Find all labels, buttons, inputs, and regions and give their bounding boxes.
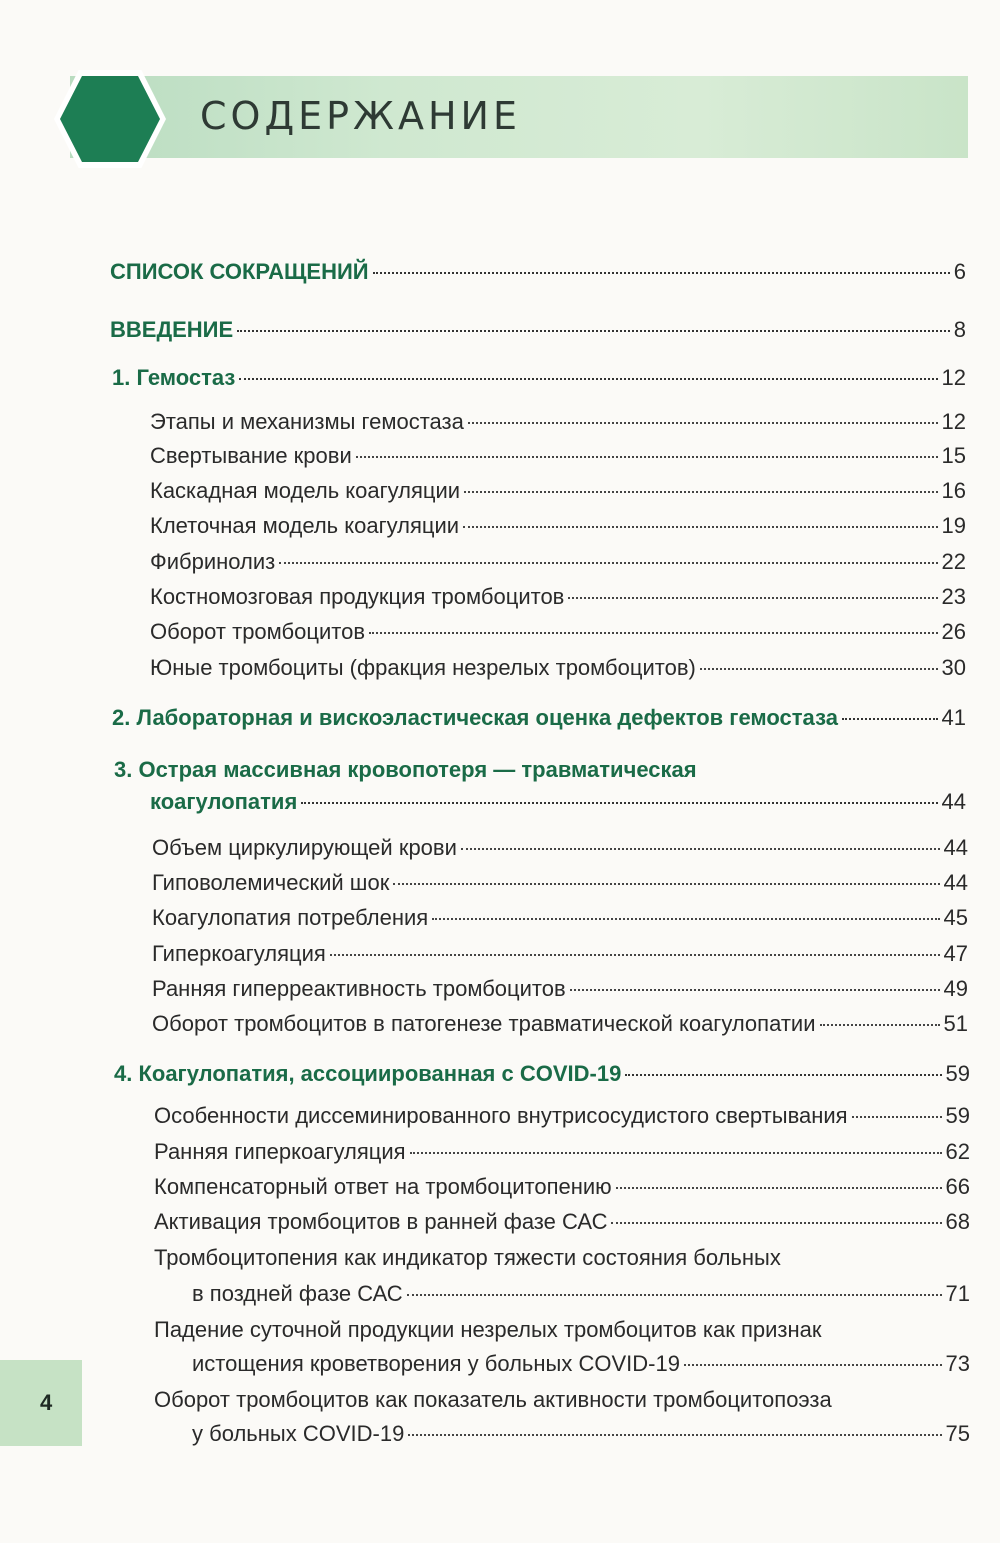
toc-label: Этапы и механизмы гемостаза bbox=[150, 409, 464, 434]
toc-page: 22 bbox=[941, 549, 966, 574]
leader-dots bbox=[684, 1364, 942, 1366]
toc-item[interactable] bbox=[152, 940, 968, 968]
toc-page: 15 bbox=[941, 443, 966, 468]
toc-page: 19 bbox=[941, 513, 966, 538]
toc-label: 4. Коагулопатия, ассоциированная с COVID-19 bbox=[114, 1061, 622, 1086]
leader-dots bbox=[820, 1024, 940, 1026]
toc-page: 44 bbox=[943, 870, 968, 895]
toc-label: в поздней фазе САС bbox=[192, 1281, 403, 1306]
toc-page: 44 bbox=[943, 835, 968, 860]
toc-chapter-3-line1[interactable]: 3. Острая массивная кровопотеря — травматическая bbox=[114, 757, 697, 782]
toc-page: 45 bbox=[943, 905, 968, 930]
leader-dots bbox=[432, 918, 939, 920]
toc-page: 47 bbox=[943, 941, 968, 966]
toc-chapter-3[interactable] bbox=[150, 788, 966, 816]
leader-dots bbox=[330, 954, 940, 956]
toc-item[interactable] bbox=[150, 477, 966, 505]
toc-label: Костномозговая продукция тромбоцитов bbox=[150, 584, 565, 609]
leader-dots bbox=[301, 802, 937, 804]
toc-page: 66 bbox=[945, 1174, 970, 1199]
toc-label: коагулопатия bbox=[150, 789, 298, 814]
leader-dots bbox=[373, 272, 950, 274]
toc-page: 68 bbox=[945, 1209, 970, 1234]
leader-dots bbox=[356, 456, 938, 458]
toc-label: Свертывание крови bbox=[150, 443, 352, 468]
toc-item[interactable] bbox=[150, 618, 966, 646]
toc-item[interactable] bbox=[154, 1173, 970, 1201]
toc-item-line1[interactable]: Оборот тромбоцитов как показатель активности тромбоцитопоэза bbox=[154, 1387, 832, 1412]
toc-introduction[interactable] bbox=[110, 316, 966, 344]
toc-item[interactable] bbox=[150, 408, 966, 436]
leader-dots bbox=[616, 1187, 942, 1189]
leader-dots bbox=[611, 1222, 941, 1224]
leader-dots bbox=[408, 1434, 941, 1436]
toc-page: 6 bbox=[953, 259, 966, 284]
toc-label: Ранняя гиперкоагуляция bbox=[154, 1139, 406, 1164]
toc-page: 73 bbox=[945, 1351, 970, 1376]
toc-page: 16 bbox=[941, 478, 966, 503]
toc-page: 59 bbox=[945, 1103, 970, 1128]
toc-label: 2. Лабораторная и вискоэластическая оценка дефектов гемостаза bbox=[112, 705, 838, 730]
toc-page: 12 bbox=[941, 365, 966, 390]
toc-label: Каскадная модель коагуляции bbox=[150, 478, 461, 503]
toc-item[interactable] bbox=[150, 442, 966, 470]
toc-item[interactable] bbox=[152, 1010, 968, 1038]
toc-item[interactable] bbox=[152, 904, 968, 932]
toc-item[interactable] bbox=[152, 975, 968, 1003]
toc-label: Гиповолемический шок bbox=[152, 870, 390, 895]
leader-dots bbox=[407, 1294, 942, 1296]
leader-dots bbox=[700, 668, 938, 670]
toc-label: Объем циркулирующей крови bbox=[152, 835, 457, 860]
toc-page: 71 bbox=[945, 1281, 970, 1306]
leader-dots bbox=[625, 1074, 941, 1076]
toc-page: 30 bbox=[941, 655, 966, 680]
toc-label: ВВЕДЕНИЕ bbox=[110, 317, 234, 342]
toc-label: Клеточная модель коагуляции bbox=[150, 513, 460, 538]
toc-item[interactable] bbox=[150, 548, 966, 576]
toc-label: у больных COVID-19 bbox=[192, 1421, 405, 1446]
toc-item[interactable] bbox=[150, 583, 966, 611]
toc-label: Фибринолиз bbox=[150, 549, 276, 574]
toc-label: Ранняя гиперреактивность тромбоцитов bbox=[152, 976, 566, 1001]
toc-item[interactable] bbox=[192, 1350, 970, 1378]
toc-page: 12 bbox=[941, 409, 966, 434]
toc-label: Особенности диссеминированного внутрисосудистого свертывания bbox=[154, 1103, 848, 1128]
toc-item[interactable] bbox=[154, 1138, 970, 1166]
page-title: СОДЕРЖАНИЕ bbox=[200, 94, 521, 138]
toc-chapter-4[interactable] bbox=[114, 1060, 970, 1088]
toc-label: Компенсаторный ответ на тромбоцитопению bbox=[154, 1174, 612, 1199]
toc-page: 59 bbox=[945, 1061, 970, 1086]
toc-abbreviations[interactable] bbox=[110, 258, 966, 286]
toc-label: Гиперкоагуляция bbox=[152, 941, 326, 966]
toc-page: 75 bbox=[945, 1421, 970, 1446]
leader-dots bbox=[464, 491, 937, 493]
toc-label: 1. Гемостаз bbox=[112, 365, 236, 390]
leader-dots bbox=[570, 989, 940, 991]
leader-dots bbox=[468, 422, 938, 424]
toc-label: истощения кроветворения у больных COVID-19 bbox=[192, 1351, 680, 1376]
toc-item-line1[interactable]: Тромбоцитопения как индикатор тяжести состояния больных bbox=[154, 1245, 781, 1270]
toc-label: Активация тромбоцитов в ранней фазе САС bbox=[154, 1209, 608, 1234]
toc-item[interactable] bbox=[152, 834, 968, 862]
leader-dots bbox=[568, 597, 937, 599]
toc-label: Оборот тромбоцитов в патогенезе травматической коагулопатии bbox=[152, 1011, 816, 1036]
toc-label: Коагулопатия потребления bbox=[152, 905, 429, 930]
leader-dots bbox=[852, 1116, 942, 1118]
toc-page: 41 bbox=[941, 705, 966, 730]
toc-item-line1[interactable]: Падение суточной продукции незрелых тромбоцитов как признак bbox=[154, 1317, 822, 1342]
leader-dots bbox=[237, 330, 950, 332]
page-number: 4 bbox=[40, 1390, 53, 1415]
toc-item[interactable] bbox=[154, 1102, 970, 1130]
toc-item[interactable] bbox=[192, 1420, 970, 1448]
toc-item[interactable] bbox=[150, 512, 966, 540]
leader-dots bbox=[842, 718, 938, 720]
toc-page: 49 bbox=[943, 976, 968, 1001]
toc-item[interactable] bbox=[150, 654, 966, 682]
toc-label: Юные тромбоциты (фракция незрелых тромбоцитов) bbox=[150, 655, 696, 680]
leader-dots bbox=[461, 848, 940, 850]
toc-chapter-2[interactable] bbox=[112, 704, 966, 732]
toc-page: 8 bbox=[953, 317, 966, 342]
leader-dots bbox=[279, 562, 937, 564]
toc-label: СПИСОК СОКРАЩЕНИЙ bbox=[110, 259, 369, 284]
leader-dots bbox=[239, 378, 937, 380]
toc-page: 23 bbox=[941, 584, 966, 609]
toc-item[interactable] bbox=[192, 1280, 970, 1308]
toc-page: 62 bbox=[945, 1139, 970, 1164]
toc-page: 26 bbox=[941, 619, 966, 644]
leader-dots bbox=[410, 1152, 942, 1154]
toc-page: 44 bbox=[941, 789, 966, 814]
toc-label: Оборот тромбоцитов bbox=[150, 619, 366, 644]
toc-item[interactable] bbox=[152, 869, 968, 897]
toc-page: 51 bbox=[943, 1011, 968, 1036]
toc-chapter-1[interactable] bbox=[112, 364, 966, 392]
leader-dots bbox=[463, 526, 937, 528]
toc-item[interactable] bbox=[154, 1208, 970, 1236]
leader-dots bbox=[393, 883, 939, 885]
leader-dots bbox=[369, 632, 937, 634]
